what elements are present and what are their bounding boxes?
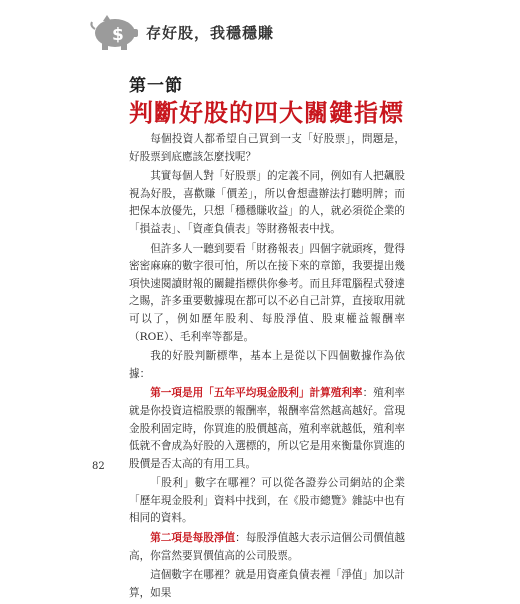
running-header — [88, 12, 308, 52]
page-number: 82 — [92, 461, 105, 472]
paragraph: 「股利」數字在哪裡？可以從各證券公司網站的企業「歷年現金股利」資料中找到，在《股市總覽》雜誌中也有相同的資料。 — [129, 477, 405, 525]
body-text — [129, 131, 405, 604]
paragraph: 這個數字在哪裡？就是用資產負債表裡「淨值」加以計算，如果 — [129, 569, 405, 599]
criterion-two-highlight: 第二項是每股淨值 — [150, 532, 236, 545]
header-title — [146, 22, 274, 43]
header-title-part2: 我穩穩賺 — [210, 24, 275, 42]
paragraph: 我的好股判斷標準，基本上是從以下四個數據作為依據： — [129, 350, 405, 380]
paragraph — [129, 530, 405, 565]
section-label: 第一節 — [129, 76, 183, 96]
criterion-one-text: ：殖利率就是你投資這檔股票的報酬率，報酬率當然越高越好。當現金股利固定時，你買進的股價越高，殖利率就越低，殖利率低就不會成為好股的入選標的，所以它是用來衡量你買進的股價是否太高的有用工具。 — [129, 387, 406, 470]
criterion-one-highlight: 第一項是用「五年平均現金股利」計算殖利率 — [150, 387, 363, 400]
header-title-separator: ， — [194, 24, 211, 42]
criterion-two-text: ：每股淨值越大表示這個公司價值越高，你當然要買價值高的公司股票。 — [129, 532, 406, 562]
header-title-part1: 存好股 — [146, 24, 195, 42]
paragraph — [129, 385, 405, 473]
paragraph: 其實每個人對「好股票」的定義不同，例如有人把飆股視為好股，喜歡賺「價差」，所以會想盡辦法打聽明牌；而把保本放優先，只想「穩穩賺收益」的人，就必須從企業的「損益表」、「資產負債表」等財務報表中找。 — [129, 170, 405, 235]
svg-text:$: $ — [112, 25, 124, 45]
paragraph: 每個投資人都希望自己買到一支「好股票」，問題是，好股票到底應該怎麼找呢？ — [129, 133, 405, 163]
piggy-bank-dollar-icon — [88, 12, 140, 52]
chapter-title: 判斷好股的四大關鍵指標 — [129, 98, 404, 127]
paragraph: 但許多人一聽到要看「財務報表」四個字就頭疼，覺得密密麻麻的數字很可怕，所以在接下來的章節，我要提出幾項快速閱讀財報的關鍵指標供你參考。而且拜電腦程式發達之賜，許多重要數據現在都可以不必自己計算，直接取用就可以了，例如歷年股利、每股淨值、股東權益報酬率（ROE）、毛利率等都是。 — [129, 242, 405, 343]
